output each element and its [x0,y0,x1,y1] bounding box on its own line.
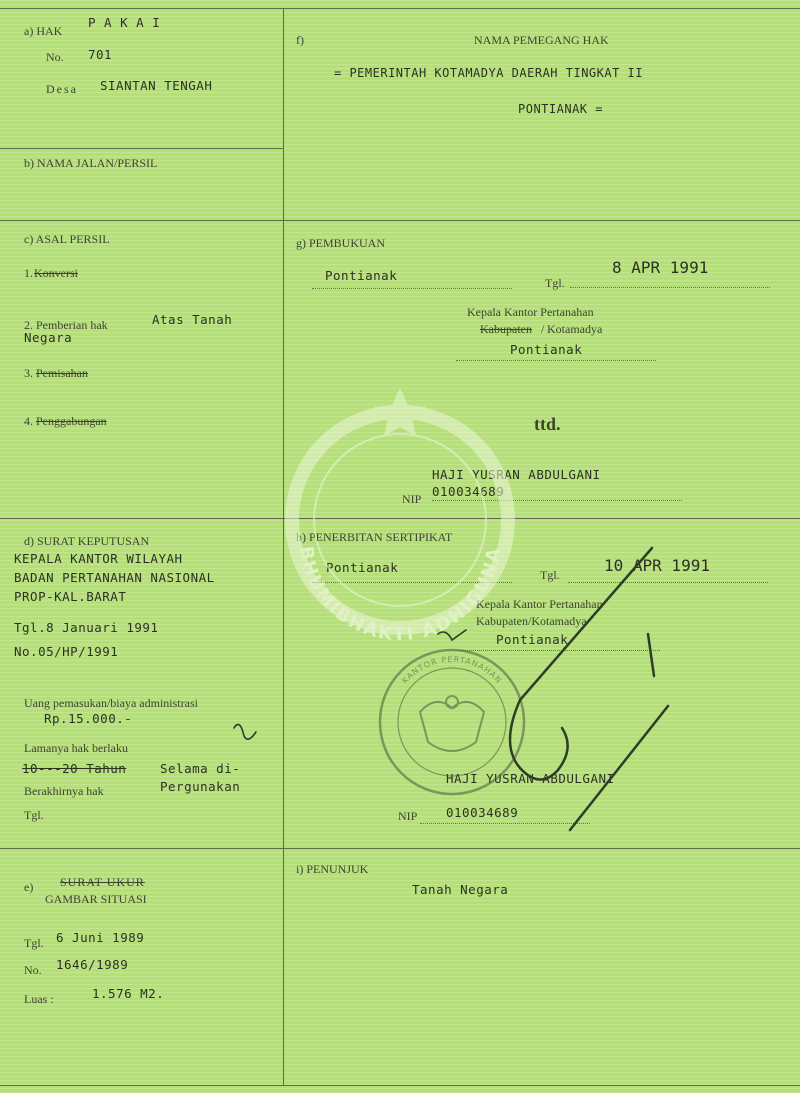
gambar-no-label: No. [24,963,42,977]
stamp-text: KANTOR PERTANAHAN [400,654,504,686]
sk-date: Tgl.8 Januari 1991 [14,620,159,635]
lamanya-value-1: Selama di- [160,761,241,776]
pembukuan-nip: 010034689 [432,484,505,499]
pemegang-hak-letter: f) [296,33,304,47]
asal-item-1-num: 1. [24,266,33,280]
no-value: 701 [88,47,113,62]
uang-pemasukan-label: Uang pemasukan/biaya administrasi [24,696,198,710]
pembukuan-nip-label: NIP [402,492,422,506]
asal-persil-label: c) ASAL PERSIL [24,232,110,246]
pembukuan-kepala-struck: Kabupaten [480,322,532,336]
pembukuan-kepala-rest: Kotamadya [547,322,603,336]
office-stamp [380,650,524,794]
svg-text:BHUMIBHAKTI ADHIGUNA [295,545,505,645]
pembukuan-name: HAJI YUSRAN ABDULGANI [432,467,601,482]
asal-item-2-label: 2. Pemberian hak [24,318,108,332]
surat-keputusan-label: d) SURAT KEPUTUSAN [24,534,150,548]
pemegang-hak-title: NAMA PEMEGANG HAK [474,33,609,47]
berakhir-label: Berakhirnya hak [24,784,104,798]
asal-item-3-num: 3. [24,366,33,380]
handwritten-signature [510,548,668,830]
gambar-no-value: 1646/1989 [56,957,129,972]
gambar-situasi: GAMBAR SITUASI [45,892,147,906]
surat-ukur-struck: SURAT UKUR [60,875,145,889]
gambar-tgl-label: Tgl. [24,936,44,950]
sk-line-2: BADAN PERTANAHAN NASIONAL [14,570,215,585]
seal-motto: BHUMIBHAKTI ADHIGUNA [295,544,505,646]
hak-label: a) HAK [24,24,63,38]
pembukuan-place: Pontianak [325,268,398,283]
penerbitan-tgl-label: Tgl. [540,568,560,582]
berakhir-tgl-label: Tgl. [24,808,44,822]
pembukuan-kantor: Pontianak [510,342,583,357]
sk-number: No.05/HP/1991 [14,644,119,659]
luas-label: Luas : [24,992,54,1006]
asal-item-2-value-2: Negara [24,330,73,345]
initial-marks [234,630,466,739]
asal-item-1: Konversi [34,266,78,280]
pemegang-hak-value-1: = PEMERINTAH KOTAMADYA DAERAH TINGKAT II [334,66,643,80]
penerbitan-kepala-2: Kabupaten/Kotamadya [476,614,587,628]
penerbitan-place: Pontianak [326,560,399,575]
sk-line-1: KEPALA KANTOR WILAYAH [14,551,183,566]
uang-pemasukan-value: Rp.15.000.- [44,711,133,726]
asal-item-3: Pemisahan [36,366,88,380]
desa-label: Desa [46,82,78,96]
pemegang-hak-value-2: PONTIANAK = [518,102,603,116]
penerbitan-nip-label: NIP [398,809,418,823]
pembukuan-kepala-1: Kepala Kantor Pertanahan [467,305,594,319]
lamanya-struck: 10---20 Tahun [22,761,127,776]
penerbitan-kepala-1: Kepala Kantor Pertanahan [476,597,603,611]
penunjuk-label: i) PENUNJUK [296,862,369,876]
pembukuan-kepala-slash: / [541,322,545,336]
pembukuan-ttd: ttd. [534,414,561,434]
penerbitan-nip: 010034689 [446,805,519,820]
pembukuan-tgl-label: Tgl. [545,276,565,290]
lamanya-value-2: Pergunakan [160,779,241,794]
no-label: No. [46,50,64,64]
penerbitan-date: 10 APR 1991 [604,556,710,575]
bhumibhakti-seal-watermark [292,388,508,645]
desa-value: SIANTAN TENGAH [100,78,213,93]
gambar-label: e) [24,880,34,894]
asal-item-4: Penggabungan [36,414,107,428]
gambar-tgl-value: 6 Juni 1989 [56,930,145,945]
penunjuk-value: Tanah Negara [412,882,509,897]
penerbitan-kantor: Pontianak [496,632,569,647]
asal-item-2-value-1: Atas Tanah [152,312,233,327]
penerbitan-label: h) PENERBITAN SERTIPIKAT [296,530,453,544]
hak-value: P A K A I [88,15,161,30]
pembukuan-date: 8 APR 1991 [612,258,709,277]
sk-line-3: PROP-KAL.BARAT [14,589,127,604]
lamanya-label: Lamanya hak berlaku [24,741,128,755]
asal-item-4-num: 4. [24,414,33,428]
nama-jalan-label: b) NAMA JALAN/PERSIL [24,156,158,170]
luas-value: 1.576 M2. [92,986,165,1001]
penerbitan-name: HAJI YUSRAN ABDULGANI [446,771,615,786]
pembukuan-label: g) PEMBUKUAN [296,236,386,250]
